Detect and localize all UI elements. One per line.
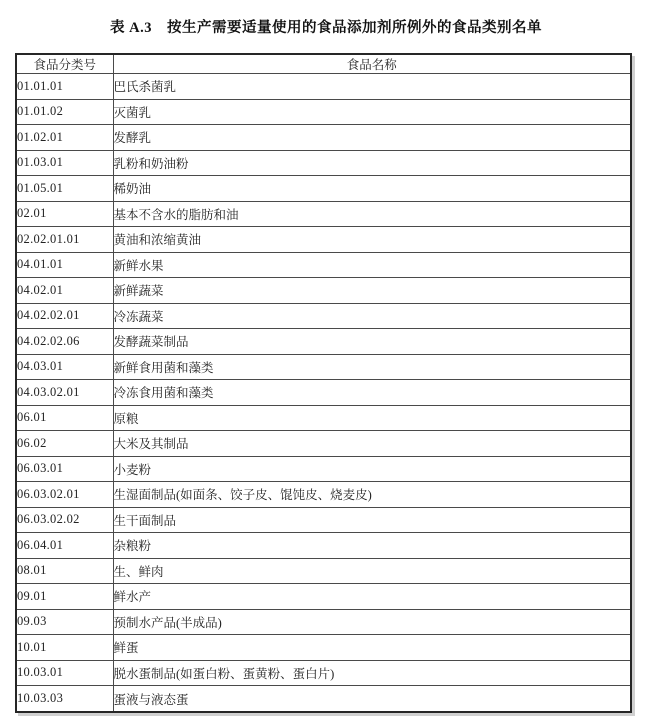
- food-name-cell: 蛋液与液态蛋: [113, 686, 631, 713]
- food-name-cell: 乳粉和奶油粉: [113, 150, 631, 176]
- table-row: [16, 201, 631, 227]
- food-name-cell: 基本不含水的脂肪和油: [113, 201, 631, 227]
- table-row: [16, 482, 631, 508]
- table-row: [16, 329, 631, 355]
- food-name-cell: 巴氏杀菌乳: [113, 74, 631, 100]
- category-code-cell: 01.02.01: [16, 125, 113, 151]
- category-code-cell: 06.03.02.01: [16, 482, 113, 508]
- table-row: [16, 507, 631, 533]
- table-row: [16, 635, 631, 661]
- category-code-cell: 02.02.01.01: [16, 227, 113, 253]
- table-row: [16, 125, 631, 151]
- category-code-cell: 08.01: [16, 558, 113, 584]
- table-row: [16, 405, 631, 431]
- category-code-cell: 04.01.01: [16, 252, 113, 278]
- food-name-cell: 黄油和浓缩黄油: [113, 227, 631, 253]
- food-name-cell: 鲜水产: [113, 584, 631, 610]
- table-row: [16, 380, 631, 406]
- table-row: [16, 74, 631, 100]
- category-code-cell: 02.01: [16, 201, 113, 227]
- category-code-cell: 01.03.01: [16, 150, 113, 176]
- category-code-cell: 09.01: [16, 584, 113, 610]
- table-row: [16, 431, 631, 457]
- table-caption: 表 A.3 按生产需要适量使用的食品添加剂所例外的食品类别名单: [110, 20, 542, 36]
- category-code-cell: 04.02.02.01: [16, 303, 113, 329]
- category-code-cell: 06.03.02.02: [16, 507, 113, 533]
- food-name-cell: 发酵蔬菜制品: [113, 329, 631, 355]
- category-code-cell: 04.03.01: [16, 354, 113, 380]
- category-code-cell: 10.03.01: [16, 660, 113, 686]
- category-code-cell: 04.02.01: [16, 278, 113, 304]
- table-body: [16, 74, 631, 713]
- food-name-cell: 脱水蛋制品(如蛋白粉、蛋黄粉、蛋白片): [113, 660, 631, 686]
- table-row: [16, 558, 631, 584]
- table-row: [16, 456, 631, 482]
- category-code-cell: 01.01.02: [16, 99, 113, 125]
- food-name-cell: 生干面制品: [113, 507, 631, 533]
- category-code-cell: 10.03.03: [16, 686, 113, 713]
- food-name-cell: 新鲜蔬菜: [113, 278, 631, 304]
- table-row: [16, 278, 631, 304]
- food-name-cell: 小麦粉: [113, 456, 631, 482]
- food-name-cell: 原粮: [113, 405, 631, 431]
- category-code-cell: 09.03: [16, 609, 113, 635]
- table-row: [16, 252, 631, 278]
- table-row: [16, 303, 631, 329]
- column-header-category-code: 食品分类号: [16, 54, 113, 74]
- table-row: [16, 533, 631, 559]
- food-name-cell: 冷冻蔬菜: [113, 303, 631, 329]
- food-name-cell: 稀奶油: [113, 176, 631, 202]
- category-code-cell: 10.01: [16, 635, 113, 661]
- table-row: [16, 227, 631, 253]
- food-name-cell: 发酵乳: [113, 125, 631, 151]
- table-row: [16, 584, 631, 610]
- table-row: [16, 354, 631, 380]
- category-code-cell: 06.04.01: [16, 533, 113, 559]
- table-row: [16, 660, 631, 686]
- food-name-cell: 杂粮粉: [113, 533, 631, 559]
- category-code-cell: 06.03.01: [16, 456, 113, 482]
- table-row: [16, 176, 631, 202]
- table-row: [16, 99, 631, 125]
- food-name-cell: 生、鲜肉: [113, 558, 631, 584]
- food-name-cell: 生湿面制品(如面条、饺子皮、馄饨皮、烧麦皮): [113, 482, 631, 508]
- table-row: [16, 150, 631, 176]
- table-row: [16, 609, 631, 635]
- food-name-cell: 新鲜水果: [113, 252, 631, 278]
- category-code-cell: 01.01.01: [16, 74, 113, 100]
- category-code-cell: 06.02: [16, 431, 113, 457]
- food-name-cell: 鲜蛋: [113, 635, 631, 661]
- category-code-cell: 01.05.01: [16, 176, 113, 202]
- food-name-cell: 预制水产品(半成品): [113, 609, 631, 635]
- category-code-cell: 04.02.02.06: [16, 329, 113, 355]
- food-name-cell: 灭菌乳: [113, 99, 631, 125]
- food-category-table: [15, 53, 632, 713]
- table-row: [16, 686, 631, 713]
- table-header-row: [16, 54, 631, 74]
- category-code-cell: 06.01: [16, 405, 113, 431]
- category-code-cell: 04.03.02.01: [16, 380, 113, 406]
- food-name-cell: 冷冻食用菌和藻类: [113, 380, 631, 406]
- food-name-cell: 新鲜食用菌和藻类: [113, 354, 631, 380]
- food-name-cell: 大米及其制品: [113, 431, 631, 457]
- column-header-food-name: 食品名称: [113, 54, 631, 74]
